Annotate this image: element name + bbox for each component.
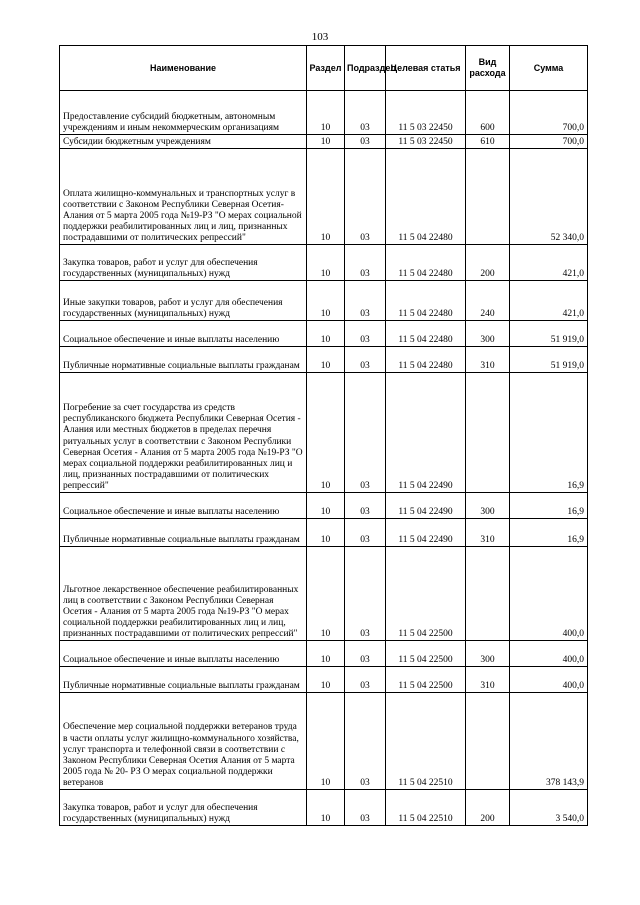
row-amount: 51 919,0: [510, 347, 588, 373]
header-subsection: Подраздел: [345, 46, 386, 91]
row-name: Погребение за счет государства из средств республиканского бюджета Республики Северная Осетия - Алания или местных бюджетов в пределах перечня ритуальных услуг в соответствии с Законом Республики Северная Осетия - Алания от 5 марта 2005 года №19-РЗ "О мерах социальной поддержки реабилитированных лиц и лиц, признанных пострадавшими от политических репрессий": [60, 373, 307, 493]
table-row: [60, 790, 588, 826]
row-subsection: 03: [345, 641, 386, 667]
header-expense-type: Вид расхода: [466, 46, 510, 91]
row-expense-type: 610: [466, 135, 510, 149]
row-amount: 16,9: [510, 373, 588, 493]
row-target: 11 5 04 22480: [386, 245, 466, 281]
row-target: 11 5 04 22480: [386, 321, 466, 347]
row-name: Иные закупки товаров, работ и услуг для обеспечения государственных (муниципальных) нужд: [60, 281, 307, 321]
row-target: 11 5 04 22510: [386, 790, 466, 826]
row-amount: 700,0: [510, 91, 588, 135]
table-row: [60, 547, 588, 641]
row-expense-type: 310: [466, 347, 510, 373]
row-name: Публичные нормативные социальные выплаты гражданам: [60, 519, 307, 547]
row-section: 10: [307, 547, 345, 641]
row-section: 10: [307, 347, 345, 373]
header-amount: Сумма: [510, 46, 588, 91]
row-name: Социальное обеспечение и иные выплаты населению: [60, 493, 307, 519]
header-target: Целевая статья: [386, 46, 466, 91]
row-subsection: 03: [345, 493, 386, 519]
row-amount: 700,0: [510, 135, 588, 149]
table-row: [60, 693, 588, 790]
row-target: 11 5 04 22490: [386, 519, 466, 547]
row-target: 11 5 04 22480: [386, 149, 466, 245]
row-name: Предоставление субсидий бюджетным, автономным учреждениям и иным некоммерческим организациям: [60, 91, 307, 135]
row-expense-type: [466, 693, 510, 790]
row-subsection: 03: [345, 347, 386, 373]
row-name: Публичные нормативные социальные выплаты гражданам: [60, 347, 307, 373]
table-header-row: [60, 46, 588, 91]
row-amount: 16,9: [510, 493, 588, 519]
row-target: 11 5 03 22450: [386, 135, 466, 149]
row-amount: 400,0: [510, 641, 588, 667]
row-expense-type: 300: [466, 493, 510, 519]
row-target: 11 5 04 22510: [386, 693, 466, 790]
row-expense-type: 310: [466, 519, 510, 547]
row-subsection: 03: [345, 91, 386, 135]
row-amount: 51 919,0: [510, 321, 588, 347]
row-subsection: 03: [345, 693, 386, 790]
row-expense-type: 310: [466, 667, 510, 693]
row-name: Оплата жилищно-коммунальных и транспортных услуг в соответствии с Законом Республики Северная Осетия-Алания от 5 марта 2005 года №19-РЗ "О мерах социальной поддержки реабилитированных лиц и лиц, признанных пострадавшими от политических репрессий": [60, 149, 307, 245]
row-subsection: 03: [345, 281, 386, 321]
table-row: [60, 493, 588, 519]
row-subsection: 03: [345, 547, 386, 641]
row-expense-type: 300: [466, 641, 510, 667]
row-name: Социальное обеспечение и иные выплаты населению: [60, 321, 307, 347]
row-name: Субсидии бюджетным учреждениям: [60, 135, 307, 149]
row-expense-type: [466, 373, 510, 493]
row-expense-type: [466, 547, 510, 641]
row-amount: 400,0: [510, 547, 588, 641]
header-section: Раздел: [307, 46, 345, 91]
row-amount: 421,0: [510, 281, 588, 321]
row-target: 11 5 04 22490: [386, 373, 466, 493]
table-row: [60, 321, 588, 347]
row-section: 10: [307, 519, 345, 547]
row-subsection: 03: [345, 373, 386, 493]
row-expense-type: 300: [466, 321, 510, 347]
row-name: Обеспечение мер социальной поддержки ветеранов труда в части оплаты услуг жилищно-коммунального хозяйства, услуг транспорта и телефонной связи в соответствии с Законом Республики Северная Осетия Алания от 5 марта 2005 года № 20- РЗ О мерах социальной поддержки ветеранов: [60, 693, 307, 790]
row-target: 11 5 04 22500: [386, 667, 466, 693]
row-amount: 378 143,9: [510, 693, 588, 790]
row-expense-type: 200: [466, 790, 510, 826]
row-section: 10: [307, 493, 345, 519]
row-subsection: 03: [345, 149, 386, 245]
row-name: Публичные нормативные социальные выплаты гражданам: [60, 667, 307, 693]
row-name: Льготное лекарственное обеспечение реабилитированных лиц в соответствии с Законом Республики Северная Осетия - Алания от 5 марта 2005 года №19-РЗ "О мерах социальной поддержки реабилитированных лиц и лиц, признанных пострадавшими от политических репрессий": [60, 547, 307, 641]
row-expense-type: 240: [466, 281, 510, 321]
row-amount: 400,0: [510, 667, 588, 693]
row-target: 11 5 04 22500: [386, 547, 466, 641]
page-number: 103: [311, 31, 329, 43]
table-row: [60, 245, 588, 281]
header-name: Наименование: [60, 46, 307, 91]
row-target: 11 5 04 22480: [386, 281, 466, 321]
row-amount: 421,0: [510, 245, 588, 281]
table-row: [60, 91, 588, 135]
row-section: 10: [307, 373, 345, 493]
row-section: 10: [307, 149, 345, 245]
table-row: [60, 667, 588, 693]
row-target: 11 5 04 22500: [386, 641, 466, 667]
row-amount: 52 340,0: [510, 149, 588, 245]
row-name: Социальное обеспечение и иные выплаты населению: [60, 641, 307, 667]
row-section: 10: [307, 667, 345, 693]
row-target: 11 5 04 22490: [386, 493, 466, 519]
row-section: 10: [307, 641, 345, 667]
row-amount: 3 540,0: [510, 790, 588, 826]
table-row: [60, 149, 588, 245]
row-amount: 16,9: [510, 519, 588, 547]
row-section: 10: [307, 281, 345, 321]
table-row: [60, 281, 588, 321]
table-row: [60, 373, 588, 493]
row-expense-type: [466, 149, 510, 245]
table-row: [60, 519, 588, 547]
table-row: [60, 347, 588, 373]
row-subsection: 03: [345, 245, 386, 281]
row-subsection: 03: [345, 321, 386, 347]
row-section: 10: [307, 321, 345, 347]
table-row: [60, 135, 588, 149]
row-name: Закупка товаров, работ и услуг для обеспечения государственных (муниципальных) нужд: [60, 790, 307, 826]
row-name: Закупка товаров, работ и услуг для обеспечения государственных (муниципальных) нужд: [60, 245, 307, 281]
row-expense-type: 200: [466, 245, 510, 281]
row-section: 10: [307, 790, 345, 826]
row-subsection: 03: [345, 790, 386, 826]
row-section: 10: [307, 135, 345, 149]
row-subsection: 03: [345, 135, 386, 149]
table-row: [60, 641, 588, 667]
row-section: 10: [307, 245, 345, 281]
row-expense-type: 600: [466, 91, 510, 135]
row-target: 11 5 04 22480: [386, 347, 466, 373]
row-target: 11 5 03 22450: [386, 91, 466, 135]
row-subsection: 03: [345, 667, 386, 693]
row-section: 10: [307, 91, 345, 135]
budget-table: [59, 45, 588, 826]
row-section: 10: [307, 693, 345, 790]
row-subsection: 03: [345, 519, 386, 547]
